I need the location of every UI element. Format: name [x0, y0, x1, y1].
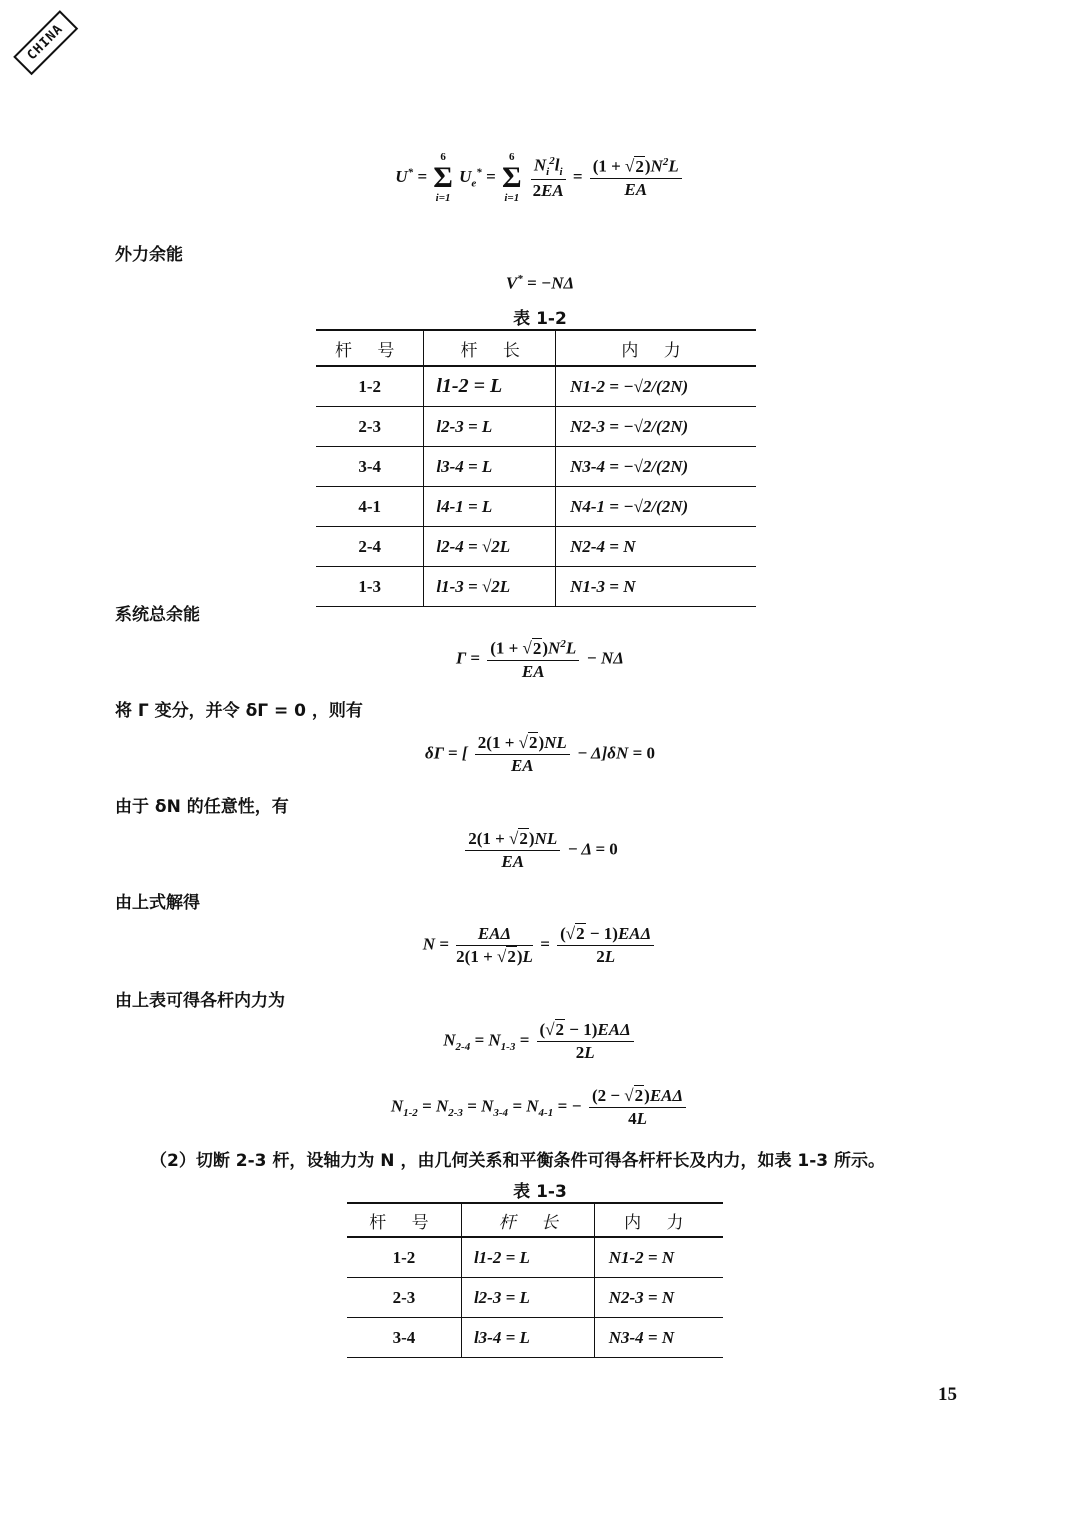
equation-variation: δΓ = [ $\frac{2(1 + √2)NL}{EA}$ − Δ]δN = 0	[425, 733, 655, 775]
cell-length: l1-3 = √2L	[424, 567, 556, 607]
cell-bar: 2-4	[316, 527, 424, 567]
table-1-2-caption: 表 1-2	[513, 309, 567, 329]
table-row	[316, 567, 756, 607]
page-number: 15	[938, 1384, 957, 1405]
header-bar-length: 杆 长	[424, 330, 556, 366]
table-1-3-caption: 表 1-3	[513, 1182, 567, 1202]
label-solve: 由上式解得	[115, 893, 200, 913]
cell-force: N2-3 = −√2/(2N)	[556, 407, 756, 447]
cell-force: N1-2 = −√2/(2N)	[556, 366, 756, 407]
paragraph-cut-bar: （2）切断 2-3 杆，设轴力为 N ，由几何关系和平衡条件可得各杆杆长及内力，如表 1-3 所示。	[150, 1151, 885, 1171]
label-system-energy: 系统总余能	[115, 605, 200, 625]
table-row	[316, 447, 756, 487]
table-row	[347, 1318, 723, 1358]
china-stamp	[5, 2, 86, 83]
table-row	[347, 1237, 723, 1278]
cell-force: N1-2 = N	[594, 1237, 723, 1278]
cell-bar: 2-3	[316, 407, 424, 447]
header-bar-length: 杆 长	[461, 1203, 594, 1237]
cell-bar: 3-4	[347, 1318, 461, 1358]
equation-total-energy: Γ = $\frac{(1 + √2)N^2L}{EA}$ − NΔ	[456, 638, 624, 681]
cell-length: l3-4 = L	[424, 447, 556, 487]
cell-length: l3-4 = L	[461, 1318, 594, 1358]
cell-bar: 1-2	[347, 1237, 461, 1278]
cell-force: N2-4 = N	[556, 527, 756, 567]
cell-bar: 1-2	[316, 366, 424, 407]
cell-bar: 3-4	[316, 447, 424, 487]
table-header-row	[347, 1203, 723, 1237]
cell-force: N3-4 = N	[594, 1318, 723, 1358]
stamp-text: CHINA	[13, 10, 78, 75]
cell-force: N3-4 = −√2/(2N)	[556, 447, 756, 487]
cell-bar: 1-3	[316, 567, 424, 607]
table-1-2	[316, 329, 756, 607]
equation-side-force: $N_{1-2} = N_{2-3} = N_{3-4} = N_{4-1}$ = − $\frac{\text{(2 − √2)EAΔ}}{4L}$	[0, 1086, 1080, 1129]
cell-bar: 2-3	[347, 1278, 461, 1318]
table-row	[347, 1278, 723, 1318]
label-external-energy: 外力余能	[115, 245, 183, 265]
table-row	[316, 407, 756, 447]
table-1-3	[347, 1202, 723, 1358]
header-internal-force: 内 力	[556, 330, 756, 366]
cell-force: N1-3 = N	[556, 567, 756, 607]
equation-complementary-energy: U* = 6 Σ i=1 $U_e^*$ = 6 Σ i=1 $\frac{N_i^2l_i}{2EA}$ = $\frac{(1 + √2)N^2L}{EA}$	[0, 152, 1080, 204]
header-internal-force: 内 力	[594, 1203, 723, 1237]
equation-external-energy: V* = −NΔ	[505, 273, 575, 293]
cell-force: N2-3 = N	[594, 1278, 723, 1318]
table-row	[316, 487, 756, 527]
cell-length: l4-1 = L	[424, 487, 556, 527]
cell-length: l2-3 = L	[461, 1278, 594, 1318]
table-header-row	[316, 330, 756, 366]
table-row	[316, 366, 756, 407]
label-from-table: 由上表可得各杆内力为	[115, 991, 285, 1011]
cell-length: l1-2 = L	[424, 366, 556, 407]
equation-diagonal-force: $N_{2-4} = N_{1-3}$ = $\frac{\text{(√2 − 1)EAΔ}}{2L}$	[0, 1020, 1080, 1063]
cell-length: l2-3 = L	[424, 407, 556, 447]
cell-bar: 4-1	[316, 487, 424, 527]
label-vary: 将 Γ 变分，并令 δΓ = 0 ，则有	[115, 701, 363, 721]
table-row	[316, 527, 756, 567]
header-bar-number: 杆 号	[347, 1203, 461, 1237]
cell-length: l2-4 = √2L	[424, 527, 556, 567]
cell-length: l1-2 = L	[461, 1237, 594, 1278]
equation-solution-n: N = $\frac{\text{EAΔ}}{2(1 + √2)L}$ = $\frac{\text{(√2 − 1)EAΔ}}{2L}$	[0, 924, 1080, 967]
header-bar-number: 杆 号	[316, 330, 424, 366]
equation-condition: $\frac{2(1 + √2)NL}{EA}$ − Δ = 0	[0, 829, 1080, 872]
label-arbitrary: 由于 δN 的任意性，有	[115, 797, 289, 817]
cell-force: N4-1 = −√2/(2N)	[556, 487, 756, 527]
